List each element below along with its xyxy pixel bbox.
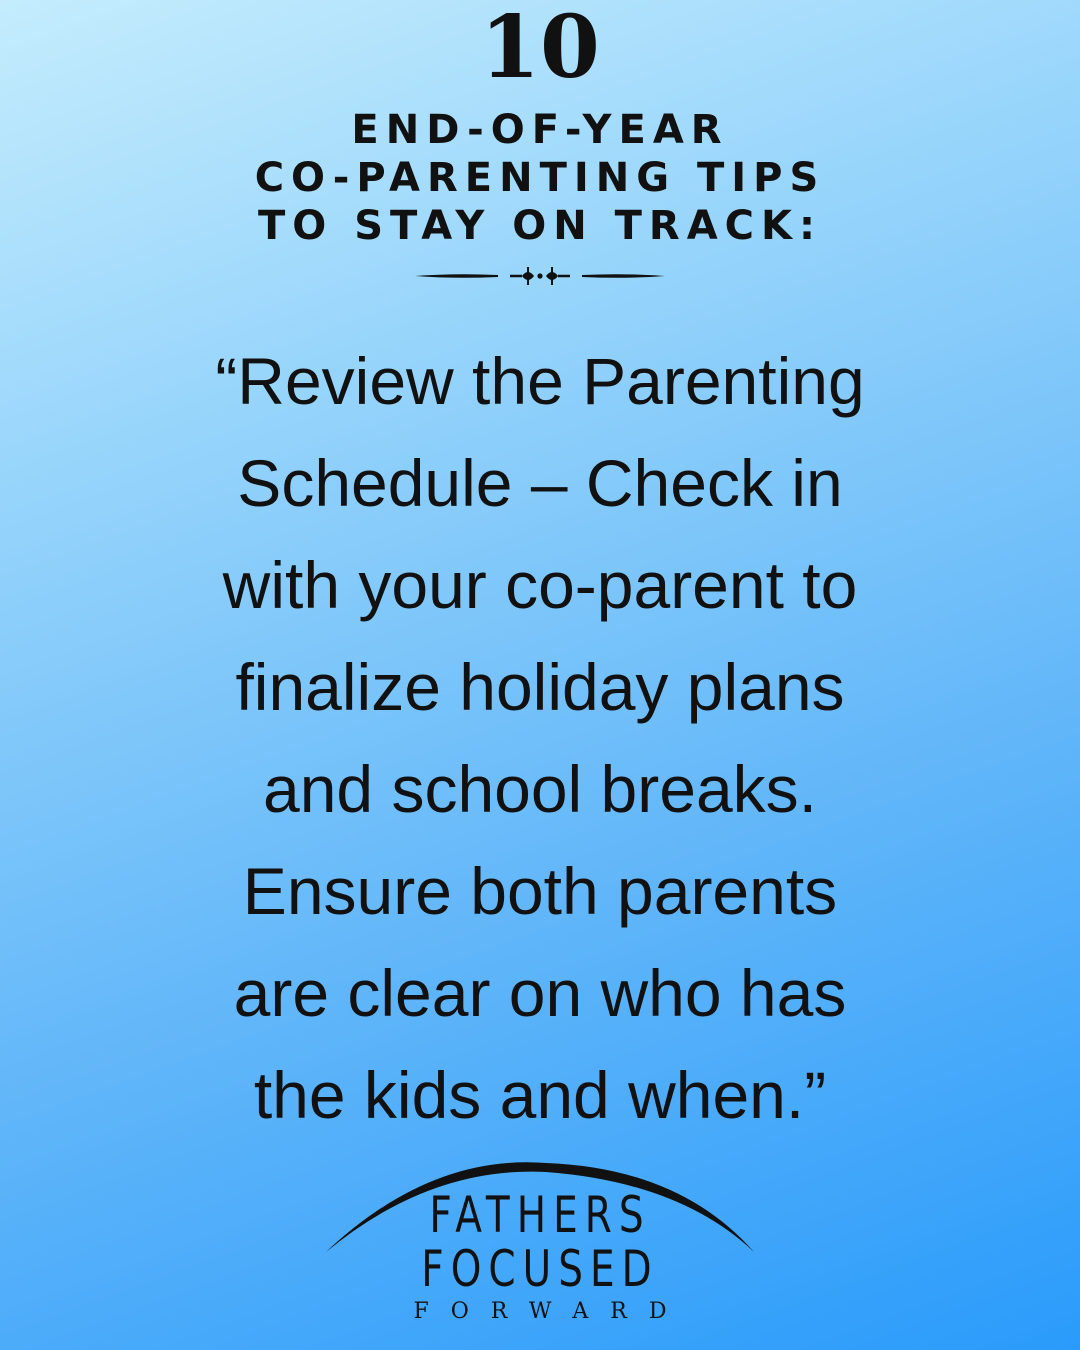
- logo-line-2: FOCUSED: [421, 1240, 659, 1298]
- quote-line: with your co-parent to: [222, 548, 858, 622]
- brand-logo: [320, 1160, 760, 1340]
- quote-line: Schedule – Check in: [237, 446, 843, 520]
- title-line-3: TO STAY ON TRACK:: [257, 203, 823, 249]
- quote-line: are clear on who has: [233, 956, 847, 1030]
- page-title: [0, 106, 1080, 250]
- quote-line: Ensure both parents: [242, 854, 838, 928]
- logo-line-1: FATHERS: [429, 1186, 651, 1244]
- quote-line: the kids and when.”: [253, 1058, 827, 1132]
- title-line-2: CO-PARENTING TIPS: [254, 155, 826, 201]
- tip-number: 10: [480, 0, 600, 98]
- quote-line: and school breaks.: [262, 752, 817, 826]
- fleur-divider-icon: [410, 262, 670, 290]
- quote-line: finalize holiday plans: [235, 650, 845, 724]
- tip-quote: [90, 330, 990, 1146]
- logo-line-3: FORWARD: [413, 1299, 689, 1324]
- title-line-1: END-OF-YEAR: [351, 107, 729, 153]
- quote-line: “Review the Parenting: [215, 344, 865, 418]
